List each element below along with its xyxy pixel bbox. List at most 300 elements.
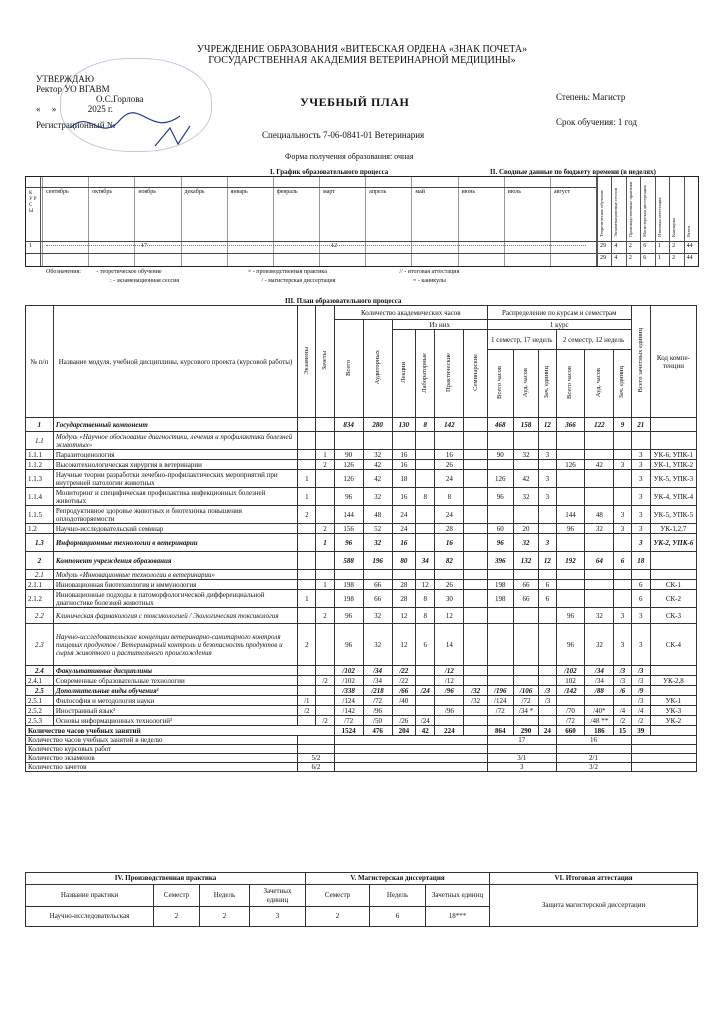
plan-row: [26, 450, 697, 460]
total-label: Количество часов учебных занятий: [26, 726, 335, 736]
cell-s: [464, 460, 488, 470]
plan-row: [26, 470, 697, 488]
discipline-name: Факультативные дисциплины: [53, 666, 297, 676]
cell-lb: [416, 666, 435, 676]
cell-s1t: [487, 506, 513, 524]
cell-p: /96: [435, 706, 464, 716]
cell-s2t: 96: [556, 624, 585, 666]
cell-zc: [316, 506, 334, 524]
study-form: Форма получения образования: очная: [285, 152, 414, 161]
cell-s2u: [614, 580, 631, 590]
practice-name: Научно-исследовательская: [26, 907, 154, 927]
cell-comp: [650, 666, 696, 676]
cell-s2a: /88: [585, 686, 614, 696]
budget-value: 4: [614, 243, 618, 249]
cell-s2a: /34: [585, 666, 614, 676]
summary-label: Количество экзаменов: [26, 754, 298, 763]
cell-comp: УК-5, УПК-5: [650, 506, 696, 524]
summary-exams-tests: 5/2: [298, 754, 334, 763]
cell-comp: СК-4: [650, 624, 696, 666]
cell-s1t: 198: [487, 580, 513, 590]
legend-label: Обозначения:: [46, 269, 81, 275]
cell-s1t: /196: [487, 686, 513, 696]
summary-exams-tests: [298, 745, 334, 754]
discipline-name: Государственный компонент: [53, 418, 297, 432]
row-number: 2.5.2: [26, 706, 54, 716]
cell-s2t: [556, 450, 585, 460]
discipline-name: Инновационная биотехнология и иммунология: [53, 580, 297, 590]
cell-lb: [416, 524, 435, 534]
cell-s1a: 32: [513, 534, 539, 552]
row-number: 2.5.1: [26, 696, 54, 706]
cell-lb: [416, 570, 435, 580]
approve-line-5: Регистрационный №: [36, 120, 116, 130]
cell-l: [392, 570, 416, 580]
cell-zc: [316, 686, 334, 696]
col-total: Всего: [334, 320, 363, 418]
cell-t: 144: [334, 506, 363, 524]
cell-a: /34: [363, 676, 392, 686]
cell-s2u: 3: [614, 460, 631, 470]
summary-row: [26, 736, 697, 745]
cell-s1a: [513, 460, 539, 470]
cell-s: [464, 590, 488, 608]
col-hours-group: Количество академических часов: [334, 306, 487, 320]
cell-t: /142: [334, 706, 363, 716]
summary-label: Количество курсовых работ: [26, 745, 298, 754]
cell-ex: /1: [298, 696, 316, 706]
total-cell: [464, 726, 488, 736]
cell-ex: [298, 534, 316, 552]
signature-icon: [60, 108, 210, 148]
cell-s2u: /6: [614, 686, 631, 696]
cell-ex: [298, 666, 316, 676]
discipline-name: Научно-исследовательский семинар: [53, 524, 297, 534]
cell-lb: [416, 432, 435, 450]
cell-lb: 8: [416, 590, 435, 608]
cell-s: /32: [464, 686, 488, 696]
cell-s2u: /2: [614, 716, 631, 726]
cell-t: 198: [334, 590, 363, 608]
discipline-name: Основы информационных технологий³: [53, 716, 297, 726]
plan-row: [26, 552, 697, 570]
col-s2-units: Зач. единиц: [614, 350, 631, 418]
discipline-name: Мониторинг и специфическая профилактика инфекционных болезней животных: [53, 488, 297, 506]
col-total-units: Всего зачетных единиц: [631, 306, 650, 418]
cell-s1u: [539, 706, 556, 716]
col-of-them: Из них: [392, 320, 487, 330]
cell-lb: 34: [416, 552, 435, 570]
plan-row: [26, 608, 697, 624]
cell-zc: [316, 488, 334, 506]
legend-item: = - каникулы: [413, 278, 446, 284]
summary-exams-tests: [298, 736, 334, 745]
cell-s2t: [556, 534, 585, 552]
budget-header: Теоретическое обучение: [599, 190, 604, 237]
budget-header: Всего: [685, 225, 691, 237]
discipline-name: Информационные технологии в ветеринарии: [53, 534, 297, 552]
cell-tu: /3: [631, 666, 650, 676]
cell-s2t: 126: [556, 460, 585, 470]
cell-comp: [650, 570, 696, 580]
cell-s2t: /102: [556, 666, 585, 676]
summary-row: [26, 754, 697, 763]
row-number: 2.2: [26, 608, 54, 624]
cell-zc: [316, 418, 334, 432]
summary-sem1: 17: [487, 736, 556, 745]
cell-lb: [416, 506, 435, 524]
month-label: февраль: [276, 189, 298, 195]
cell-s1a: [513, 506, 539, 524]
cell-zc: [316, 470, 334, 488]
cell-s: [464, 418, 488, 432]
cell-s: [464, 666, 488, 676]
cell-tu: 3: [631, 460, 650, 470]
cell-s2u: 3: [614, 608, 631, 624]
cell-p: /12: [435, 666, 464, 676]
cell-s2t: /70: [556, 706, 585, 716]
discipline-name: Репродуктивное здоровье животных и биотехника повышения оплодотворяемости: [53, 506, 297, 524]
cell-t: [334, 570, 363, 580]
approve-line-1: УТВЕРЖДАЮ: [36, 74, 95, 84]
plan-table: [25, 305, 697, 772]
cell-a: 52: [363, 524, 392, 534]
col-labs: Лабораторные: [416, 330, 435, 418]
cell-s1t: 468: [487, 418, 513, 432]
cell-comp: УК-4, УПК-4: [650, 488, 696, 506]
total-cell: 224: [435, 726, 464, 736]
col-num: № п/п: [26, 306, 54, 418]
schedule-grid: [25, 176, 699, 267]
plan-row: [26, 460, 697, 470]
legend-item: // - итоговая аттестация: [399, 269, 460, 275]
approve-line-3: О.С.Горлова: [96, 94, 144, 104]
col-sem2: 2 семестр, 12 недель: [556, 330, 631, 350]
cell-comp: СК-2: [650, 590, 696, 608]
cell-s2t: /142: [556, 686, 585, 696]
total-cell: 24: [539, 726, 556, 736]
cell-s1t: [487, 624, 513, 666]
col-s1-aud: Ауд. часов: [513, 350, 539, 418]
discipline-name: Научные теории разработки лечебно-профилактических мероприятий при внутренней патологии животных: [53, 470, 297, 488]
cell-s1t: /72: [487, 706, 513, 716]
cell-p: 82: [435, 552, 464, 570]
cell-t: 156: [334, 524, 363, 534]
cell-lb: 8: [416, 608, 435, 624]
cell-p: /12: [435, 676, 464, 686]
cell-t: /72: [334, 716, 363, 726]
cell-s1t: [487, 676, 513, 686]
practice-weeks: 2: [200, 907, 250, 927]
total-cell: 39: [631, 726, 650, 736]
cell-s2t: 102: [556, 676, 585, 686]
cell-p: [435, 696, 464, 706]
cell-s2t: [556, 488, 585, 506]
legend-item: : - экзаменационная сессия: [110, 278, 180, 284]
cell-ex: 2: [298, 506, 316, 524]
total-cell: [650, 726, 696, 736]
cell-s2a: 32: [585, 608, 614, 624]
cell-s: [464, 524, 488, 534]
cell-s2a: /34: [585, 676, 614, 686]
discipline-name: Модуль «Научное обоснование диагностики, лечения и профилактики болезней животных»: [53, 432, 297, 450]
approve-line-4: « » 2025 г.: [36, 104, 113, 114]
cell-s2a: [585, 570, 614, 580]
discipline-name: Модуль «Инновационные технологии в ветеринарии»: [53, 570, 297, 580]
cell-a: 196: [363, 552, 392, 570]
practice-sem-header: Семестр: [154, 885, 200, 907]
cell-lb: [416, 470, 435, 488]
cell-s: /32: [464, 696, 488, 706]
cell-l: 16: [392, 534, 416, 552]
cell-a: 32: [363, 488, 392, 506]
cell-s1t: 198: [487, 590, 513, 608]
cell-tu: 3: [631, 470, 650, 488]
cell-comp: УК-1: [650, 696, 696, 706]
cell-s2a: 122: [585, 418, 614, 432]
row-number: 2: [26, 552, 54, 570]
plan-row: [26, 696, 697, 706]
cell-s1a: 66: [513, 590, 539, 608]
cell-s1t: [487, 570, 513, 580]
total-cell: 476: [363, 726, 392, 736]
legend-item: × - производственная практика: [247, 269, 327, 275]
cell-p: [435, 570, 464, 580]
budget-header: Итоговая аттестация: [656, 197, 662, 237]
practice-units-header: Зачетных единиц: [250, 885, 306, 907]
cell-comp: УК-1,2,7: [650, 524, 696, 534]
cell-ex: [298, 608, 316, 624]
practice-weeks-header: Недель: [200, 885, 250, 907]
cell-ex: 1: [298, 590, 316, 608]
cell-lb: [416, 460, 435, 470]
plan-row: [26, 676, 697, 686]
cell-s2u: [614, 488, 631, 506]
cell-tu: [631, 570, 650, 580]
budget-header: Экзаменационные сессии: [613, 187, 619, 237]
cell-s1t: 96: [487, 488, 513, 506]
month-label: апрель: [369, 189, 387, 195]
row-number: 1.1.5: [26, 506, 54, 524]
cell-zc: [316, 624, 334, 666]
cell-comp: УК-2,8: [650, 676, 696, 686]
cell-l: 16: [392, 460, 416, 470]
total-cell: 660: [556, 726, 585, 736]
cell-s2u: 9: [614, 418, 631, 432]
plan-row: [26, 706, 697, 716]
cell-s1t: [487, 666, 513, 676]
cell-s: [464, 716, 488, 726]
cell-s2a: [585, 488, 614, 506]
cell-s1u: [539, 432, 556, 450]
cell-comp: [650, 418, 696, 432]
col-practical: Практические: [435, 330, 464, 418]
practice-name-header: Название практики: [26, 885, 154, 907]
budget-total-value: 2: [628, 255, 632, 261]
row-number: 1.1.1: [26, 450, 54, 460]
cell-s: [464, 552, 488, 570]
cell-s1t: 90: [487, 450, 513, 460]
cell-s2a: 32: [585, 524, 614, 534]
cell-ex: 1: [298, 470, 316, 488]
cell-s2t: 366: [556, 418, 585, 432]
cell-s1u: [539, 524, 556, 534]
cell-t: /124: [334, 696, 363, 706]
cell-t: 198: [334, 580, 363, 590]
budget-value: 1: [657, 243, 661, 249]
row-number: 2.1.2: [26, 590, 54, 608]
cell-s1a: 158: [513, 418, 539, 432]
cell-s1t: [487, 432, 513, 450]
degree: Степень: Магистр: [556, 92, 626, 102]
plan-title: III. План образовательного процесса: [285, 297, 402, 305]
cell-a: 66: [363, 580, 392, 590]
schedule-mark-2: 12: [331, 243, 337, 249]
cell-s2u: [614, 450, 631, 460]
cell-zc: [316, 706, 334, 716]
col-s1-units: Зач. единиц: [539, 350, 556, 418]
cell-comp: УК-2: [650, 716, 696, 726]
cell-p: [435, 716, 464, 726]
cell-s1t: /124: [487, 696, 513, 706]
cell-lb: 8: [416, 488, 435, 506]
cell-s1u: /3: [539, 686, 556, 696]
month-label: август: [553, 189, 571, 195]
cell-tu: 6: [631, 590, 650, 608]
month-label: май: [415, 189, 425, 195]
cell-s1t: [487, 716, 513, 726]
plan-row: [26, 624, 697, 666]
attestation-text: Защита магистерской диссертации: [490, 885, 698, 927]
cell-zc: [316, 666, 334, 676]
cell-zc: 1: [316, 534, 334, 552]
row-number: 1.2: [26, 524, 54, 534]
cell-comp: СК-1: [650, 580, 696, 590]
cell-p: 26: [435, 460, 464, 470]
cell-zc: /2: [316, 716, 334, 726]
cell-s1a: /106: [513, 686, 539, 696]
cell-a: 32: [363, 624, 392, 666]
cell-s2u: [614, 432, 631, 450]
row-number: 2.5.3: [26, 716, 54, 726]
cell-ex: [298, 524, 316, 534]
cell-lb: 8: [416, 418, 435, 432]
cell-t: /338: [334, 686, 363, 696]
cell-s2u: /3: [614, 676, 631, 686]
cell-p: 16: [435, 450, 464, 460]
plan-row: [26, 716, 697, 726]
cell-s1u: 3: [539, 534, 556, 552]
cell-ex: 1: [298, 488, 316, 506]
cell-p: 142: [435, 418, 464, 432]
cell-s2u: /4: [614, 706, 631, 716]
cell-tu: 21: [631, 418, 650, 432]
cell-comp: УК-5, УПК-3: [650, 470, 696, 488]
cell-ex: [298, 676, 316, 686]
col-sem1: 1 семестр, 17 недель: [487, 330, 556, 350]
cell-l: 80: [392, 552, 416, 570]
summary-sem1: 3: [487, 763, 556, 772]
diss-weeks: 6: [370, 907, 426, 927]
row-number: 2.4: [26, 666, 54, 676]
cell-s1a: /34 *: [513, 706, 539, 716]
cell-l: 24: [392, 524, 416, 534]
cell-s: [464, 706, 488, 716]
plan-row: [26, 418, 697, 432]
month-label: октябрь: [92, 189, 113, 195]
cell-s1u: [539, 676, 556, 686]
col-s1-total: Всего часов: [487, 350, 513, 418]
cell-s: [464, 488, 488, 506]
month-label: январь: [230, 189, 248, 195]
cell-a: 66: [363, 590, 392, 608]
cell-l: 24: [392, 506, 416, 524]
cell-ex: [298, 418, 316, 432]
cell-a: [363, 432, 392, 450]
plan-row: [26, 488, 697, 506]
cell-s1u: 6: [539, 580, 556, 590]
specialty: Специальность 7-06-0841-01 Ветеринария: [262, 130, 425, 140]
row-number: 1: [26, 418, 54, 432]
cell-zc: 2: [316, 460, 334, 470]
cell-s2t: 192: [556, 552, 585, 570]
cell-ex: /2: [298, 706, 316, 716]
cell-s1u: [539, 608, 556, 624]
cell-l: [392, 706, 416, 716]
cell-tu: /3: [631, 676, 650, 686]
approve-line-2: Ректор УО ВГАВМ: [36, 84, 110, 94]
cell-lb: 12: [416, 580, 435, 590]
cell-t: 96: [334, 608, 363, 624]
col-tests: Зачеты: [316, 306, 334, 418]
cell-s2a: 64: [585, 552, 614, 570]
cell-s2u: [614, 470, 631, 488]
cell-p: 30: [435, 590, 464, 608]
cell-t: [334, 432, 363, 450]
cell-s2a: [585, 432, 614, 450]
attestation-title: VI. Итоговая аттестация: [490, 873, 698, 885]
cell-s1u: 12: [539, 552, 556, 570]
cell-s1a: [513, 676, 539, 686]
total-row: [26, 726, 697, 736]
cell-l: 12: [392, 624, 416, 666]
row-number: 1.1: [26, 432, 54, 450]
bottom-table: [25, 872, 698, 927]
cell-zc: /2: [316, 676, 334, 686]
cell-s2a: [585, 590, 614, 608]
month-label: ноябрь: [138, 189, 156, 195]
cell-a: /34: [363, 666, 392, 676]
cell-s: [464, 676, 488, 686]
cell-s1a: /72: [513, 696, 539, 706]
discipline-name: Научно-исследовательские концепции ветеринарно-санитарного контроля пищевых продуктов / Ветеринарный контроль и безопасность продуктов и сырья животного и растительного происхождения: [53, 624, 297, 666]
cell-ex: [298, 570, 316, 580]
cell-s1a: [513, 570, 539, 580]
cell-l: 130: [392, 418, 416, 432]
col-competence: Код компе-тенции: [650, 306, 696, 418]
cell-s1u: [539, 570, 556, 580]
cell-s2t: [556, 590, 585, 608]
row-number: 1.1.2: [26, 460, 54, 470]
cell-comp: УК-6, УПК-1: [650, 450, 696, 460]
cell-s2u: [614, 570, 631, 580]
col-seminar: Семинарские: [464, 330, 488, 418]
cell-t: 588: [334, 552, 363, 570]
cell-s: [464, 608, 488, 624]
cell-zc: 1: [316, 580, 334, 590]
plan-row: [26, 666, 697, 676]
col-course1: 1 курс: [487, 320, 631, 330]
